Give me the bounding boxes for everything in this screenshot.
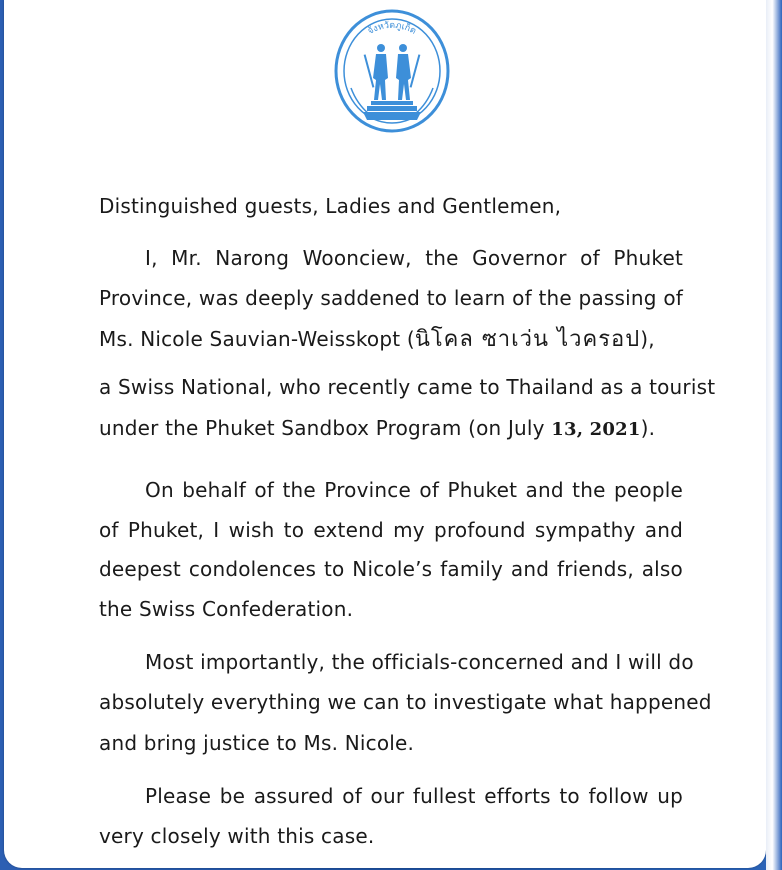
paragraph-2-line-3: deepest condolences to Nicole’s family and friends, also	[99, 557, 683, 581]
paragraph-3-line-1: Most importantly, the officials-concerned and I will do	[145, 650, 694, 674]
paragraph-1-line-3	[99, 329, 683, 350]
paragraph-4-line-1: Please be assured of our fullest efforts to follow up	[145, 784, 683, 808]
name-suffix: ),	[640, 327, 655, 351]
program-text: under the Phuket Sandbox Program (on July	[99, 416, 552, 440]
paragraph-2-line-4: the Swiss Confederation.	[99, 597, 354, 621]
name-thai: นิโคล ซาเว่น ไวครอป	[414, 327, 641, 352]
salutation: Distinguished guests, Ladies and Gentlemen,	[99, 194, 562, 218]
page-edge	[766, 0, 782, 870]
paragraph-1-line-2: Province, was deeply saddened to learn of the passing of	[99, 286, 683, 310]
paragraph-2-line-2: of Phuket, I wish to extend my profound sympathy and	[99, 518, 683, 542]
program-suffix: ).	[640, 416, 656, 440]
program-date: 13, 2021	[551, 419, 641, 440]
paragraph-1-line-4: a Swiss National, who recently came to Thailand as a tourist	[99, 375, 716, 399]
paragraph-3-line-3: and bring justice to Ms. Nicole.	[99, 731, 415, 755]
paragraph-3-line-2: absolutely everything we can to investigate what happened	[99, 690, 712, 714]
name-latin: Ms. Nicole Sauvian-Weisskopt (	[99, 327, 415, 351]
paragraph-2-line-1: On behalf of the Province of Phuket and the people	[145, 478, 683, 502]
seal-text: จังหวัดภูเก็ต	[366, 20, 418, 37]
paragraph-4-line-2: very closely with this case.	[99, 824, 375, 848]
paragraph-1-line-1: I, Mr. Narong Woonciew, the Governor of Phuket	[145, 246, 683, 270]
phuket-province-seal	[333, 8, 451, 134]
paragraph-1-line-5	[99, 418, 683, 440]
